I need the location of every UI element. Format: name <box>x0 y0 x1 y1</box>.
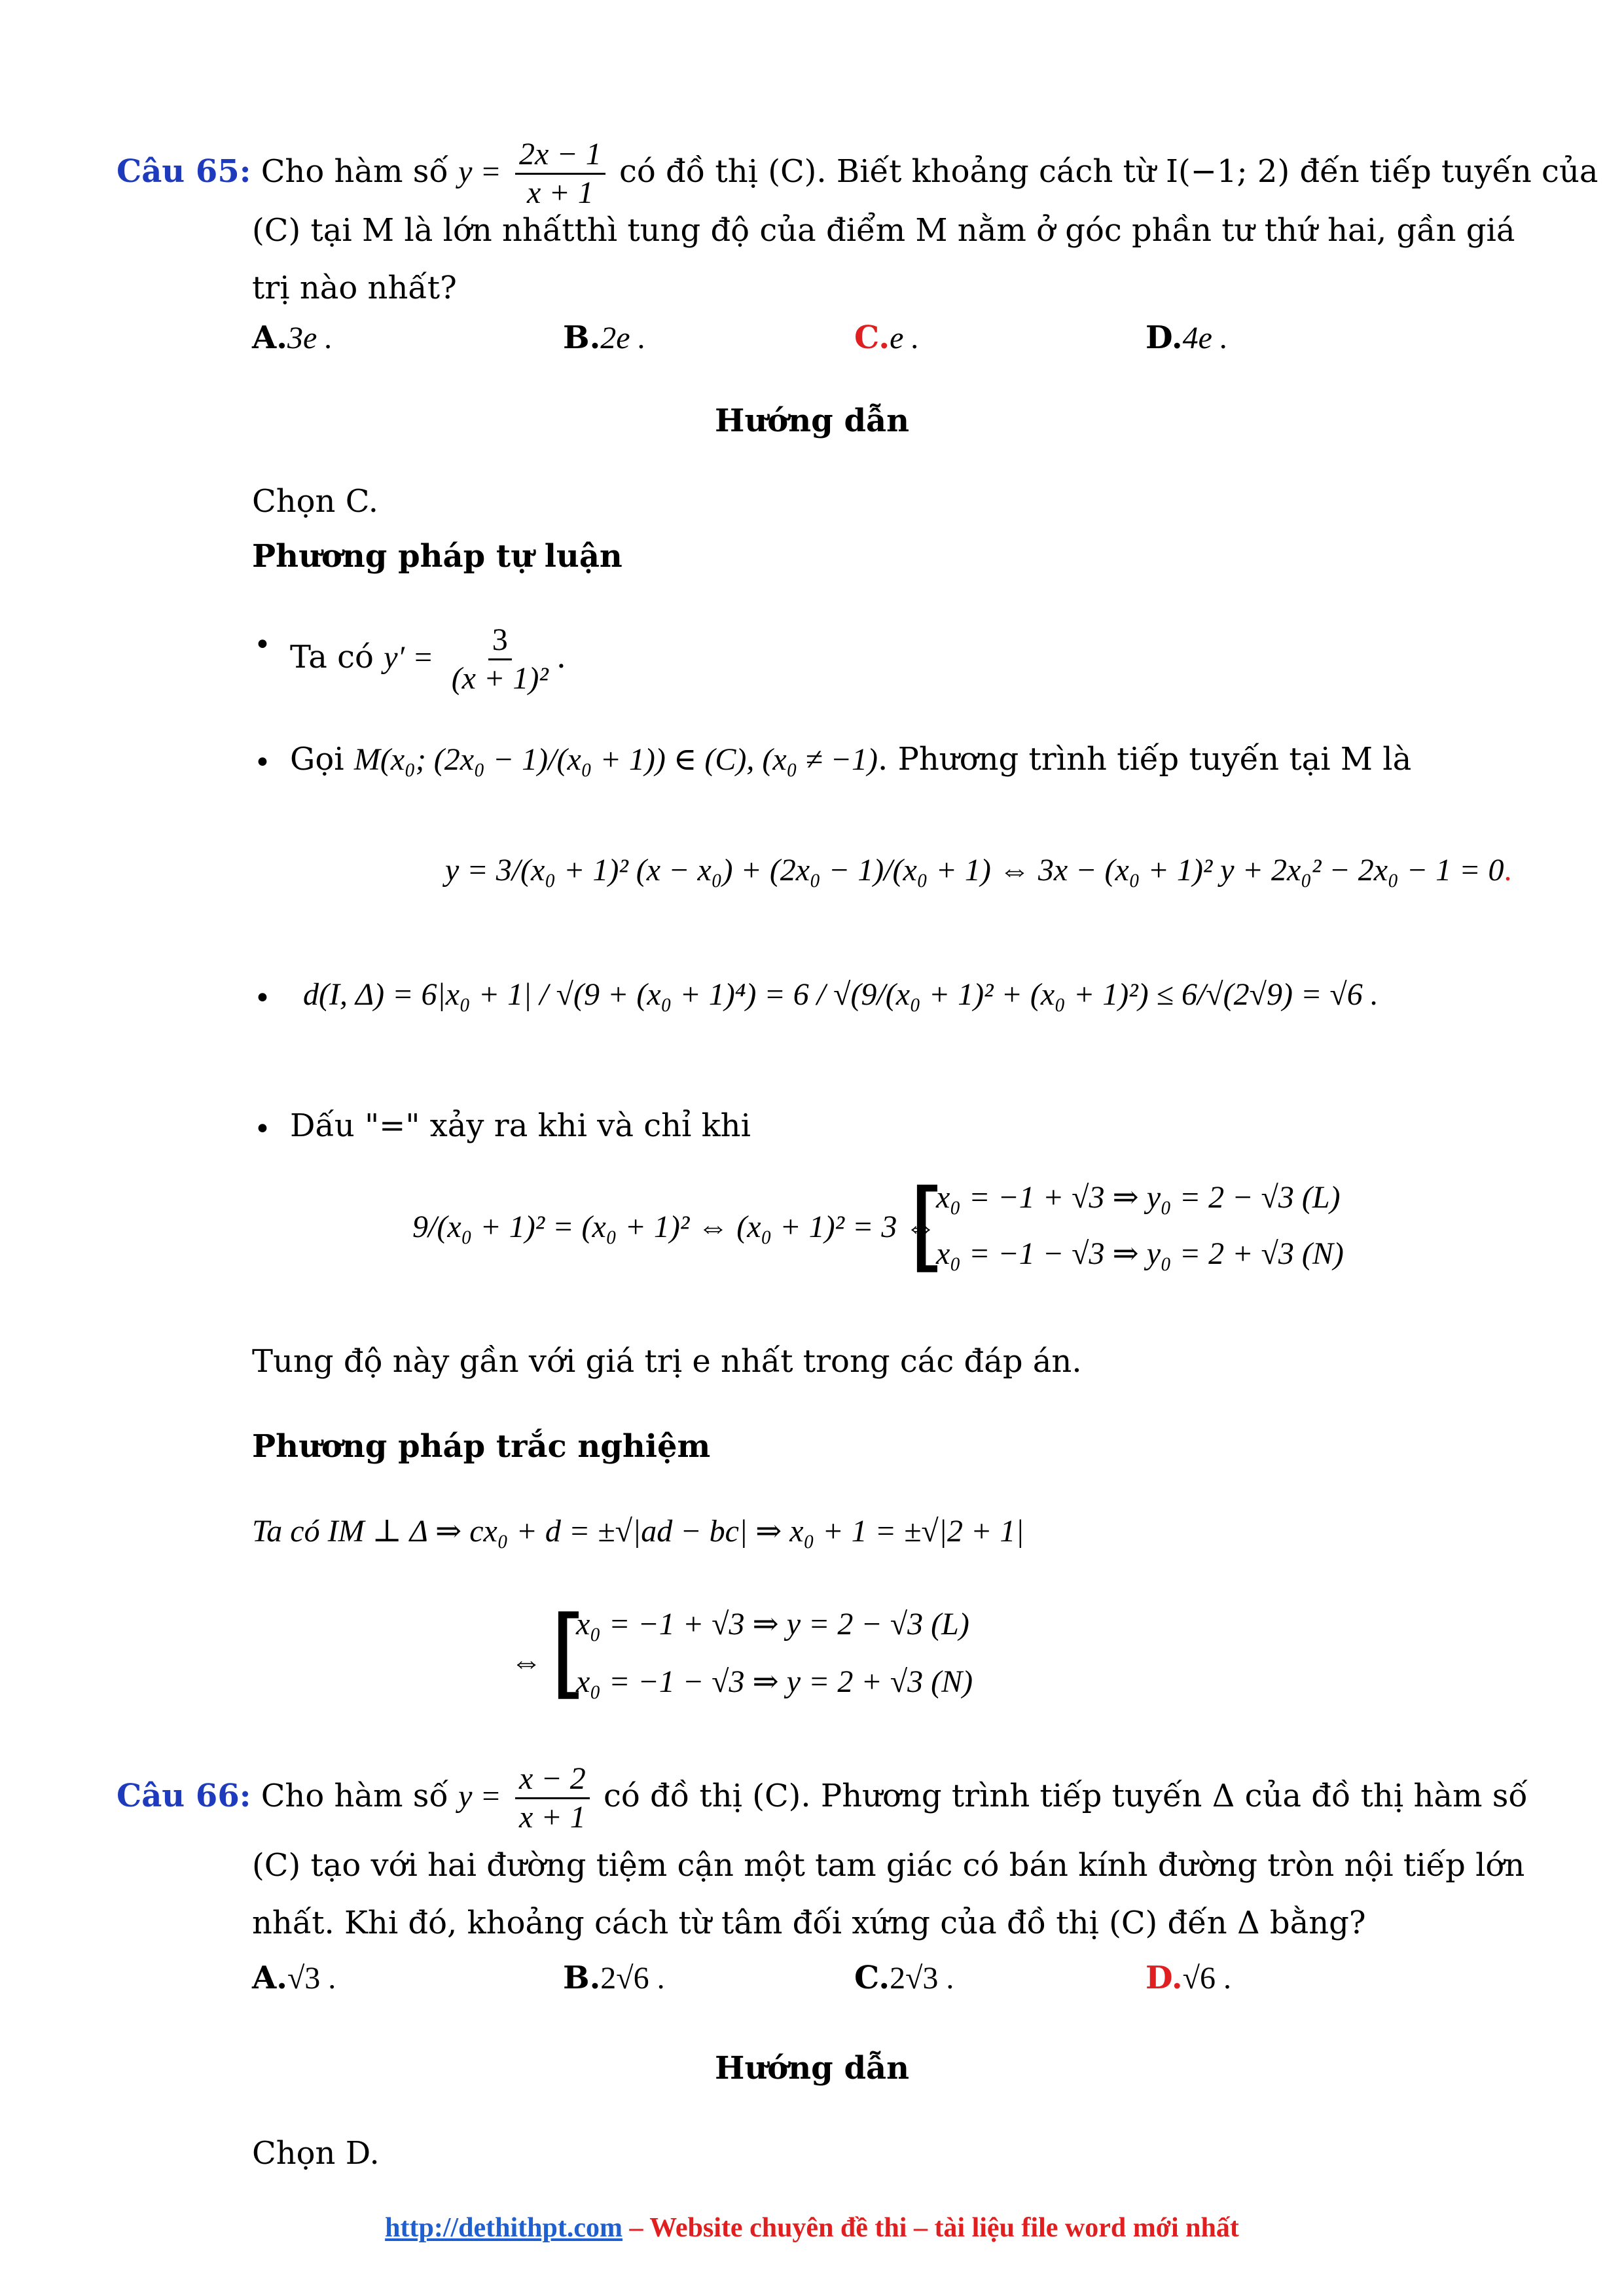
method-essay-heading: Phương pháp tự luận <box>252 538 623 575</box>
q65-line-3: trị nào nhất? <box>252 270 457 306</box>
footer-text: – Website chuyên đề thi – tài liệu file word mới nhất <box>623 2213 1239 2243</box>
q65-line-2: (C) tại M là lớn nhấtthì tung độ của điểm M nằm ở góc phần tư thứ hai, gần giá <box>252 212 1515 249</box>
solution65-choice: Chọn C. <box>252 483 378 520</box>
q66-intro: Cho hàm số <box>261 1778 448 1814</box>
q66-option-b: B.2√6 . <box>563 1960 665 1996</box>
q66-line-3: nhất. Khi đó, khoảng cách từ tâm đối xứng của đồ thị (C) đến Δ bằng? <box>252 1905 1366 1941</box>
equality-condition-text: Dấu "=" xảy ra khi và chỉ khi <box>290 1107 751 1144</box>
q66-function <box>515 1761 590 1836</box>
footer <box>0 2212 1624 2244</box>
q66-line-2: (C) tạo với hai đường tiệm cận một tam giác có bán kính đường tròn nội tiếp lớn <box>252 1847 1525 1884</box>
quiz-case-1: x₀ = −1 + √3 ⇒ y = 2 − √3 (L) <box>576 1607 969 1641</box>
q66-label: Câu 66: <box>117 1778 251 1814</box>
bullet-dot: • <box>254 1113 271 1146</box>
q66-line-1: Câu 66: Cho hàm số y = $\frac{x - 2}{x + 1}$ có đồ thị (C). Phương trình tiếp tuyến Δ của đồ thị hàm số <box>117 1761 1528 1835</box>
q65-line-1-rest: có đồ thị (C). Biết khoảng cách từ I(−1; 2) đến tiếp tuyến của <box>619 153 1598 190</box>
q65-option-d: D.4e . <box>1146 319 1228 356</box>
case-bracket-2: [ <box>550 1596 588 1710</box>
bullet-dot: • <box>254 982 271 1015</box>
bullet-dot: • <box>254 746 271 780</box>
q65-option-a: A.3e . <box>252 319 333 356</box>
bullet-derivative: Ta có y′ = $\frac{3}{\text{(x + 1)²}}$ . <box>290 622 567 696</box>
case-bracket-1: [ <box>909 1169 947 1283</box>
bullet-dot: • <box>254 628 271 662</box>
case-1-n: x₀ = −1 + √3 ⇒ y₀ = 2 − √3 (L) <box>936 1180 1341 1215</box>
distance-inequality: d(I, Δ) = 6|x₀ + 1| / √(9 + (x₀ + 1)⁴) = 6 / √(9/(x₀ + 1)² + (x₀ + 1)²) ≤ 6/√(2√9) = √6 . <box>303 977 1379 1012</box>
solution66-choice: Chọn D. <box>252 2135 380 2172</box>
equivalence-symbol: ⇔ <box>511 1645 542 1679</box>
quiz-case-2: x₀ = −1 − √3 ⇒ y = 2 + √3 (N) <box>576 1664 973 1699</box>
q66-option-a: A.√3 . <box>252 1960 336 1996</box>
case-2-n: x₀ = −1 − √3 ⇒ y₀ = 2 + √3 (N) <box>936 1236 1344 1271</box>
q65-func-numerator: 2x − 1 <box>515 136 605 175</box>
footer-link[interactable]: http://dethithpt.com <box>385 2213 623 2243</box>
q66-option-c: C.2√3 . <box>854 1960 954 1996</box>
bullet-point-m: Gọi M(x₀; (2x₀ − 1)/(x₀ + 1)) ∈ (C), (x₀ ≠ −1). Phương trình tiếp tuyến tại M là <box>290 741 1412 778</box>
derivative-fraction: $\frac{3}{\text{(x + 1)²}}$ <box>451 622 549 696</box>
solution66-heading: Hướng dẫn <box>715 2050 909 2087</box>
method-quiz-heading: Phương pháp trắc nghiệm <box>252 1428 711 1465</box>
q65-option-c: C.e . <box>854 319 920 356</box>
tangent-equation: y = 3/(x₀ + 1)² (x − x₀) + (2x₀ − 1)/(x₀ + 1) ⇔ 3x − (x₀ + 1)² y + 2x₀² − 2x₀ − 1 = 0. <box>445 853 1512 888</box>
q65-function <box>515 136 605 211</box>
q66-line-1-rest: có đồ thị (C). Phương trình tiếp tuyến Δ của đồ thị hàm số <box>604 1778 1528 1814</box>
equality-equation: 9/(x₀ + 1)² = (x₀ + 1)² ⇔ (x₀ + 1)² = 3 ⇔ <box>412 1210 937 1244</box>
quiz-method-line: Ta có IM ⊥ Δ ⇒ cx₀ + d = ±√|ad − bc| ⇒ x₀ + 1 = ±√|2 + 1| <box>252 1514 1024 1549</box>
q66-func-numerator: x − 2 <box>515 1761 590 1799</box>
conclusion-text: Tung độ này gần với giá trị e nhất trong các đáp án. <box>252 1343 1082 1380</box>
q66-option-d: D.√6 . <box>1146 1960 1231 1996</box>
q66-func-denominator: x + 1 <box>519 1800 586 1835</box>
q65-label: Câu 65: <box>117 153 251 190</box>
tangent-equation-dot: . <box>1504 853 1512 888</box>
solution65-heading: Hướng dẫn <box>715 403 909 439</box>
q65-line-1: Câu 65: Cho hàm số y = $\frac{2x - 1}{x + 1}$ có đồ thị (C). Biết khoảng cách từ I(−1; 2) đến tiếp tuyến của <box>117 137 1598 210</box>
q65-func-denominator: x + 1 <box>527 175 594 210</box>
q65-option-b: B.2e . <box>563 319 646 356</box>
q65-intro: Cho hàm số <box>261 153 448 190</box>
